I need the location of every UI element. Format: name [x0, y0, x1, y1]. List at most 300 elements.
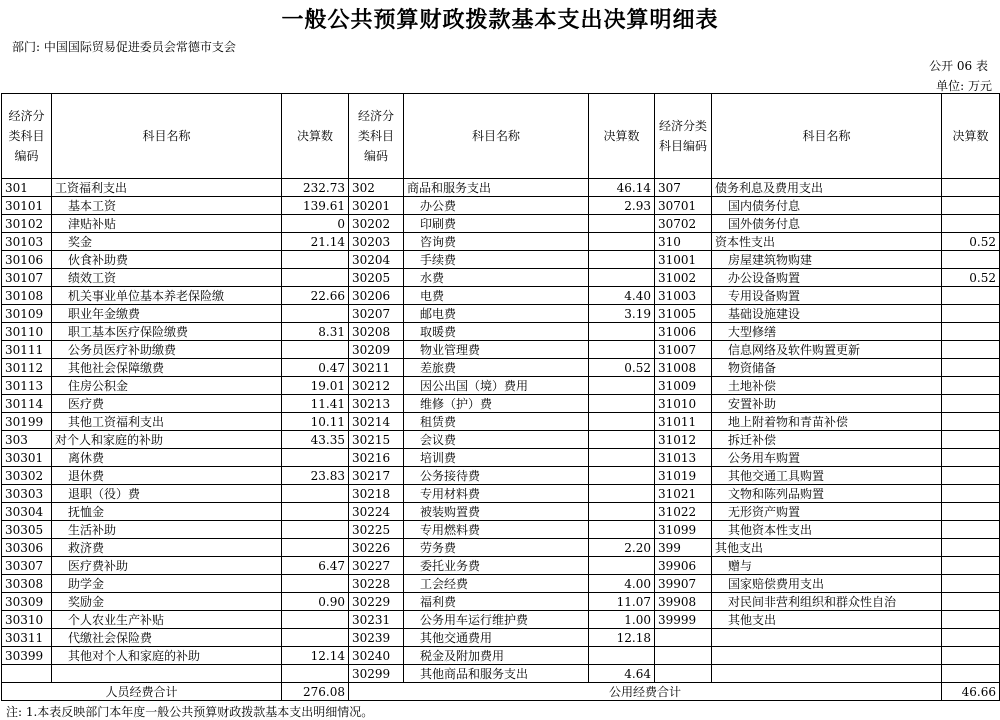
- name-cell: 职业年金缴费: [52, 305, 282, 323]
- name-cell: 公务用车购置: [712, 449, 942, 467]
- amount-cell: [589, 251, 655, 269]
- code-cell: 30701: [655, 197, 712, 215]
- amount-cell: [589, 323, 655, 341]
- public-total-value: 46.66: [942, 683, 1000, 701]
- amount-cell: [942, 179, 1000, 197]
- amount-cell: [942, 503, 1000, 521]
- header-name-3: 科目名称: [712, 94, 942, 179]
- amount-cell: [282, 305, 349, 323]
- header-code-2: 经济分类科目编码: [349, 94, 404, 179]
- code-cell: 30111: [2, 341, 52, 359]
- table-row: [2, 251, 1000, 269]
- name-cell: 商品和服务支出: [404, 179, 589, 197]
- code-cell: 31013: [655, 449, 712, 467]
- amount-cell: [942, 215, 1000, 233]
- amount-cell: [942, 251, 1000, 269]
- code-cell: 31022: [655, 503, 712, 521]
- code-cell: 30311: [2, 629, 52, 647]
- name-cell: 福利费: [404, 593, 589, 611]
- code-cell: 30229: [349, 593, 404, 611]
- code-cell: 30214: [349, 413, 404, 431]
- amount-cell: [942, 305, 1000, 323]
- name-cell: 其他社会保障缴费: [52, 359, 282, 377]
- name-cell: 资本性支出: [712, 233, 942, 251]
- amount-cell: [589, 377, 655, 395]
- amount-cell: [589, 413, 655, 431]
- table-row: [2, 647, 1000, 665]
- amount-cell: [589, 269, 655, 287]
- amount-cell: 23.83: [282, 467, 349, 485]
- name-cell: 医疗费补助: [52, 557, 282, 575]
- name-cell: 因公出国（境）费用: [404, 377, 589, 395]
- footnote: 注: 1.本表反映部门本年度一般公共预算财政拨款基本支出明细情况。: [6, 705, 374, 719]
- table-row: [2, 593, 1000, 611]
- code-cell: 30304: [2, 503, 52, 521]
- table-row: [2, 503, 1000, 521]
- name-cell: 抚恤金: [52, 503, 282, 521]
- amount-cell: 6.47: [282, 557, 349, 575]
- name-cell: 土地补偿: [712, 377, 942, 395]
- name-cell: 维修（护）费: [404, 395, 589, 413]
- amount-cell: [942, 413, 1000, 431]
- code-cell: 303: [2, 431, 52, 449]
- code-cell: 31007: [655, 341, 712, 359]
- name-cell: 助学金: [52, 575, 282, 593]
- name-cell: 取暖费: [404, 323, 589, 341]
- table-row: [2, 305, 1000, 323]
- amount-cell: 4.64: [589, 665, 655, 683]
- name-cell: 离休费: [52, 449, 282, 467]
- name-cell: 对个人和家庭的补助: [52, 431, 282, 449]
- header-amount-1: 决算数: [282, 94, 349, 179]
- code-cell: 30239: [349, 629, 404, 647]
- code-cell: 30110: [2, 323, 52, 341]
- code-cell: 39908: [655, 593, 712, 611]
- code-cell: 30213: [349, 395, 404, 413]
- table-row: [2, 341, 1000, 359]
- code-cell: 30207: [349, 305, 404, 323]
- header-code-1: 经济分类科目编码: [2, 94, 52, 179]
- name-cell: 其他商品和服务支出: [404, 665, 589, 683]
- table-row: [2, 179, 1000, 197]
- code-cell: 30305: [2, 521, 52, 539]
- code-cell: 30204: [349, 251, 404, 269]
- amount-cell: [942, 665, 1000, 683]
- amount-cell: 0.52: [942, 233, 1000, 251]
- name-cell: 基本工资: [52, 197, 282, 215]
- code-cell: 30209: [349, 341, 404, 359]
- amount-cell: 2.93: [589, 197, 655, 215]
- code-cell: 30227: [349, 557, 404, 575]
- table-row: [2, 197, 1000, 215]
- code-cell: 31001: [655, 251, 712, 269]
- amount-cell: 0.47: [282, 359, 349, 377]
- amount-cell: [589, 395, 655, 413]
- name-cell: 退休费: [52, 467, 282, 485]
- amount-cell: [589, 647, 655, 665]
- name-cell: 工会经费: [404, 575, 589, 593]
- name-cell: [712, 647, 942, 665]
- name-cell: 物业管理费: [404, 341, 589, 359]
- amount-cell: 4.00: [589, 575, 655, 593]
- table-row: [2, 269, 1000, 287]
- name-cell: 专用设备购置: [712, 287, 942, 305]
- amount-cell: [282, 629, 349, 647]
- code-cell: 30303: [2, 485, 52, 503]
- name-cell: 劳务费: [404, 539, 589, 557]
- code-cell: 30310: [2, 611, 52, 629]
- name-cell: 办公设备购置: [712, 269, 942, 287]
- amount-cell: 21.14: [282, 233, 349, 251]
- name-cell: 工资福利支出: [52, 179, 282, 197]
- amount-cell: [942, 539, 1000, 557]
- table-row: [2, 557, 1000, 575]
- amount-cell: [942, 287, 1000, 305]
- department-label: 部门: 中国国际贸易促进委员会常德市支会: [12, 40, 236, 54]
- totals-row: [2, 683, 1000, 701]
- code-cell: 39907: [655, 575, 712, 593]
- name-cell: 医疗费: [52, 395, 282, 413]
- amount-cell: 46.14: [589, 179, 655, 197]
- amount-cell: [942, 575, 1000, 593]
- code-cell: 307: [655, 179, 712, 197]
- amount-cell: [942, 341, 1000, 359]
- name-cell: [712, 629, 942, 647]
- table-row: [2, 395, 1000, 413]
- code-cell: 30309: [2, 593, 52, 611]
- amount-cell: 3.19: [589, 305, 655, 323]
- unit-label: 单位: 万元: [936, 79, 992, 93]
- amount-cell: 232.73: [282, 179, 349, 197]
- amount-cell: [282, 575, 349, 593]
- amount-cell: [589, 449, 655, 467]
- amount-cell: [942, 449, 1000, 467]
- amount-cell: [942, 557, 1000, 575]
- name-cell: 债务利息及费用支出: [712, 179, 942, 197]
- name-cell: 绩效工资: [52, 269, 282, 287]
- amount-cell: [589, 233, 655, 251]
- code-cell: 30218: [349, 485, 404, 503]
- table-row: [2, 431, 1000, 449]
- name-cell: 奖励金: [52, 593, 282, 611]
- code-cell: 31099: [655, 521, 712, 539]
- table-row: [2, 233, 1000, 251]
- code-cell: [655, 665, 712, 683]
- code-cell: 30399: [2, 647, 52, 665]
- name-cell: 公务用车运行维护费: [404, 611, 589, 629]
- page-title: 一般公共预算财政拨款基本支出决算明细表: [281, 7, 719, 33]
- amount-cell: 8.31: [282, 323, 349, 341]
- name-cell: 无形资产购置: [712, 503, 942, 521]
- name-cell: 退职（役）费: [52, 485, 282, 503]
- table-row: [2, 449, 1000, 467]
- name-cell: 公务员医疗补助缴费: [52, 341, 282, 359]
- header-amount-3: 决算数: [942, 94, 1000, 179]
- name-cell: 其他交通费用: [404, 629, 589, 647]
- code-cell: 399: [655, 539, 712, 557]
- code-cell: 30225: [349, 521, 404, 539]
- name-cell: 津贴补贴: [52, 215, 282, 233]
- code-cell: 31006: [655, 323, 712, 341]
- name-cell: [712, 665, 942, 683]
- code-cell: 30103: [2, 233, 52, 251]
- table-row: [2, 575, 1000, 593]
- name-cell: 安置补助: [712, 395, 942, 413]
- amount-cell: [942, 485, 1000, 503]
- expenditure-table: [1, 93, 1000, 701]
- name-cell: 其他交通工具购置: [712, 467, 942, 485]
- name-cell: 办公费: [404, 197, 589, 215]
- table-row: [2, 215, 1000, 233]
- code-cell: 31003: [655, 287, 712, 305]
- amount-cell: [282, 449, 349, 467]
- name-cell: 手续费: [404, 251, 589, 269]
- code-cell: 30217: [349, 467, 404, 485]
- code-cell: 30302: [2, 467, 52, 485]
- amount-cell: [282, 503, 349, 521]
- amount-cell: [282, 485, 349, 503]
- name-cell: 文物和陈列品购置: [712, 485, 942, 503]
- name-cell: 委托业务费: [404, 557, 589, 575]
- name-cell: 其他支出: [712, 539, 942, 557]
- code-cell: 30101: [2, 197, 52, 215]
- name-cell: 大型修缮: [712, 323, 942, 341]
- code-cell: 301: [2, 179, 52, 197]
- header-name-1: 科目名称: [52, 94, 282, 179]
- header-amount-2: 决算数: [589, 94, 655, 179]
- amount-cell: [589, 215, 655, 233]
- amount-cell: 11.41: [282, 395, 349, 413]
- code-cell: 31010: [655, 395, 712, 413]
- amount-cell: [942, 377, 1000, 395]
- code-cell: 31012: [655, 431, 712, 449]
- code-cell: 30211: [349, 359, 404, 377]
- amount-cell: 22.66: [282, 287, 349, 305]
- amount-cell: [942, 395, 1000, 413]
- code-cell: 30212: [349, 377, 404, 395]
- amount-cell: [282, 539, 349, 557]
- name-cell: 代缴社会保险费: [52, 629, 282, 647]
- amount-cell: 139.61: [282, 197, 349, 215]
- code-cell: 31009: [655, 377, 712, 395]
- name-cell: 机关事业单位基本养老保险缴: [52, 287, 282, 305]
- amount-cell: [942, 611, 1000, 629]
- code-cell: 30206: [349, 287, 404, 305]
- name-cell: 其他工资福利支出: [52, 413, 282, 431]
- code-cell: 31005: [655, 305, 712, 323]
- amount-cell: [589, 557, 655, 575]
- name-cell: 赠与: [712, 557, 942, 575]
- code-cell: 30109: [2, 305, 52, 323]
- table-row: [2, 665, 1000, 683]
- code-cell: 30224: [349, 503, 404, 521]
- name-cell: 基础设施建设: [712, 305, 942, 323]
- header-row: [2, 94, 1000, 179]
- amount-cell: [942, 323, 1000, 341]
- name-cell: 水费: [404, 269, 589, 287]
- amount-cell: 12.14: [282, 647, 349, 665]
- amount-cell: [589, 341, 655, 359]
- name-cell: 租赁费: [404, 413, 589, 431]
- amount-cell: [942, 629, 1000, 647]
- name-cell: 被装购置费: [404, 503, 589, 521]
- amount-cell: 4.40: [589, 287, 655, 305]
- name-cell: 其他对个人和家庭的补助: [52, 647, 282, 665]
- code-cell: [655, 629, 712, 647]
- name-cell: 住房公积金: [52, 377, 282, 395]
- name-cell: [52, 665, 282, 683]
- code-cell: 31019: [655, 467, 712, 485]
- code-cell: 31021: [655, 485, 712, 503]
- code-cell: 30201: [349, 197, 404, 215]
- code-cell: 31011: [655, 413, 712, 431]
- amount-cell: [942, 197, 1000, 215]
- code-cell: 30203: [349, 233, 404, 251]
- amount-cell: [282, 611, 349, 629]
- code-cell: 39906: [655, 557, 712, 575]
- table-row: [2, 485, 1000, 503]
- amount-cell: [282, 251, 349, 269]
- code-cell: 39999: [655, 611, 712, 629]
- amount-cell: [589, 503, 655, 521]
- amount-cell: [589, 431, 655, 449]
- table-row: [2, 287, 1000, 305]
- amount-cell: [942, 647, 1000, 665]
- form-number: 公开 06 表: [929, 59, 988, 73]
- code-cell: 310: [655, 233, 712, 251]
- code-cell: 30113: [2, 377, 52, 395]
- header-code-3: 经济分类科目编码: [655, 94, 712, 179]
- name-cell: 房屋建筑物购建: [712, 251, 942, 269]
- amount-cell: 10.11: [282, 413, 349, 431]
- name-cell: 伙食补助费: [52, 251, 282, 269]
- header-name-2: 科目名称: [404, 94, 589, 179]
- amount-cell: [282, 341, 349, 359]
- code-cell: [655, 647, 712, 665]
- code-cell: [2, 665, 52, 683]
- table-row: [2, 521, 1000, 539]
- code-cell: 30702: [655, 215, 712, 233]
- amount-cell: [589, 521, 655, 539]
- personnel-total-value: 276.08: [282, 683, 349, 701]
- name-cell: 培训费: [404, 449, 589, 467]
- table-row: [2, 377, 1000, 395]
- code-cell: 30208: [349, 323, 404, 341]
- code-cell: 30301: [2, 449, 52, 467]
- code-cell: 302: [349, 179, 404, 197]
- code-cell: 31008: [655, 359, 712, 377]
- name-cell: 印刷费: [404, 215, 589, 233]
- amount-cell: 0.90: [282, 593, 349, 611]
- name-cell: 其他资本性支出: [712, 521, 942, 539]
- code-cell: 30205: [349, 269, 404, 287]
- code-cell: 30215: [349, 431, 404, 449]
- amount-cell: 12.18: [589, 629, 655, 647]
- name-cell: 奖金: [52, 233, 282, 251]
- code-cell: 30308: [2, 575, 52, 593]
- table-row: [2, 611, 1000, 629]
- name-cell: 电费: [404, 287, 589, 305]
- code-cell: 30102: [2, 215, 52, 233]
- name-cell: 国外债务付息: [712, 215, 942, 233]
- name-cell: 专用燃料费: [404, 521, 589, 539]
- table-row: [2, 467, 1000, 485]
- public-total-label: 公用经费合计: [349, 683, 942, 701]
- amount-cell: [282, 269, 349, 287]
- code-cell: 30240: [349, 647, 404, 665]
- amount-cell: [942, 521, 1000, 539]
- name-cell: 物资储备: [712, 359, 942, 377]
- amount-cell: 19.01: [282, 377, 349, 395]
- name-cell: 个人农业生产补贴: [52, 611, 282, 629]
- code-cell: 30108: [2, 287, 52, 305]
- code-cell: 30216: [349, 449, 404, 467]
- amount-cell: [942, 593, 1000, 611]
- code-cell: 30107: [2, 269, 52, 287]
- code-cell: 30114: [2, 395, 52, 413]
- name-cell: 差旅费: [404, 359, 589, 377]
- name-cell: 对民间非营利组织和群众性自治: [712, 593, 942, 611]
- name-cell: 税金及附加费用: [404, 647, 589, 665]
- name-cell: 咨询费: [404, 233, 589, 251]
- name-cell: 救济费: [52, 539, 282, 557]
- code-cell: 30299: [349, 665, 404, 683]
- amount-cell: [589, 467, 655, 485]
- amount-cell: 0.52: [942, 269, 1000, 287]
- name-cell: 信息网络及软件购置更新: [712, 341, 942, 359]
- code-cell: 30231: [349, 611, 404, 629]
- amount-cell: 43.35: [282, 431, 349, 449]
- name-cell: 拆迁补偿: [712, 431, 942, 449]
- amount-cell: 0: [282, 215, 349, 233]
- code-cell: 30199: [2, 413, 52, 431]
- name-cell: 专用材料费: [404, 485, 589, 503]
- code-cell: 30228: [349, 575, 404, 593]
- code-cell: 30306: [2, 539, 52, 557]
- code-cell: 30106: [2, 251, 52, 269]
- table-row: [2, 359, 1000, 377]
- name-cell: 职工基本医疗保险缴费: [52, 323, 282, 341]
- table-row: [2, 413, 1000, 431]
- name-cell: 其他支出: [712, 611, 942, 629]
- amount-cell: [942, 467, 1000, 485]
- amount-cell: 11.07: [589, 593, 655, 611]
- name-cell: 公务接待费: [404, 467, 589, 485]
- amount-cell: [282, 521, 349, 539]
- amount-cell: [589, 485, 655, 503]
- name-cell: 邮电费: [404, 305, 589, 323]
- amount-cell: [282, 665, 349, 683]
- amount-cell: [942, 431, 1000, 449]
- amount-cell: 0.52: [589, 359, 655, 377]
- name-cell: 国家赔偿费用支出: [712, 575, 942, 593]
- table-row: [2, 539, 1000, 557]
- name-cell: 生活补助: [52, 521, 282, 539]
- amount-cell: 1.00: [589, 611, 655, 629]
- personnel-total-label: 人员经费合计: [2, 683, 282, 701]
- table-row: [2, 323, 1000, 341]
- name-cell: 国内债务付息: [712, 197, 942, 215]
- code-cell: 31002: [655, 269, 712, 287]
- code-cell: 30226: [349, 539, 404, 557]
- amount-cell: 2.20: [589, 539, 655, 557]
- table-row: [2, 629, 1000, 647]
- name-cell: 地上附着物和青苗补偿: [712, 413, 942, 431]
- name-cell: 会议费: [404, 431, 589, 449]
- code-cell: 30112: [2, 359, 52, 377]
- amount-cell: [942, 359, 1000, 377]
- code-cell: 30307: [2, 557, 52, 575]
